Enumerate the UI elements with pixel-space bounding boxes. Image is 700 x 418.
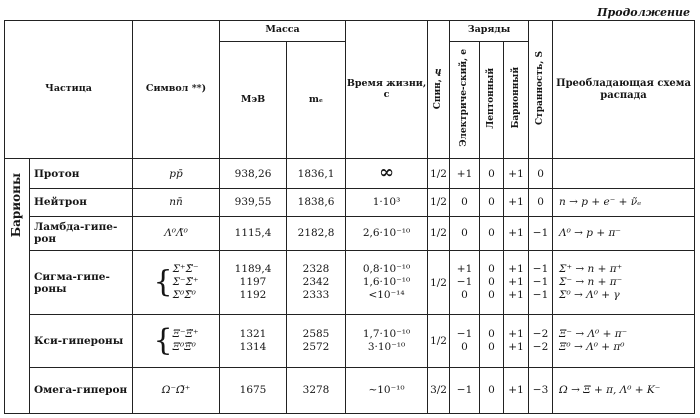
header-spin: Спин, ℏ (428, 21, 450, 159)
particle-symbol: { Ξ⁻Ξ̃⁺ Ξ⁰Ξ̃⁰ (133, 315, 220, 368)
mass-me: 3278 (287, 368, 346, 414)
particle-symbol: Ω⁻Ω̃⁺ (133, 368, 220, 414)
table-row (5, 159, 695, 189)
particles-table (4, 20, 695, 414)
baryon-charge: +1 +1 (504, 315, 529, 368)
decay-scheme (553, 159, 695, 189)
particle-symbol: Λ⁰Λ̃⁰ (133, 216, 220, 250)
table-row (5, 189, 695, 217)
header-baryon: Барионный (504, 41, 529, 159)
mass-mev: 1189,4 1197 1192 (220, 251, 287, 315)
lepton-charge: 0 0 0 (480, 251, 504, 315)
spin: 3/2 (428, 368, 450, 414)
mass-me: 1838,6 (287, 189, 346, 217)
particle-name: Ламбда-гипе-рон (30, 216, 133, 250)
mass-mev: 1675 (220, 368, 287, 414)
lifetime: 1·10³ (346, 189, 428, 217)
baryon-charge: +1 (504, 216, 529, 250)
electric-charge: +1 −1 0 (450, 251, 480, 315)
particle-name: Протон (30, 159, 133, 189)
spin: 1/2 (428, 251, 450, 315)
particle-name: Кси-гипероны (30, 315, 133, 368)
header-electric: Электриче-ский, e (450, 41, 480, 159)
particle-symbol: nn̄ (133, 189, 220, 217)
lepton-charge: 0 0 (480, 315, 504, 368)
table-row (5, 368, 695, 414)
lepton-charge: 0 (480, 159, 504, 189)
strangeness: 0 (529, 159, 553, 189)
particle-symbol: pp̄ (133, 159, 220, 189)
mass-me: 1836,1 (287, 159, 346, 189)
mass-mev: 939,55 (220, 189, 287, 217)
mass-mev: 1115,4 (220, 216, 287, 250)
mass-mev: 1321 1314 (220, 315, 287, 368)
mass-me: 2182,8 (287, 216, 346, 250)
particle-name: Сигма-гипе-роны (30, 251, 133, 315)
particle-symbol: { Σ⁺Σ̃⁻ Σ⁻Σ̃⁺ Σ⁰Σ̃⁰ (133, 251, 220, 315)
header-lifetime: Время жизни, с (346, 21, 428, 159)
decay-scheme: Σ⁺ → n + π⁺ Σ⁻ → n + π⁻ Σ⁰ → Λ⁰ + γ (553, 251, 695, 315)
lepton-charge: 0 (480, 368, 504, 414)
strangeness: −1 −1 −1 (529, 251, 553, 315)
header-lepton: Лептонный (480, 41, 504, 159)
header-strangeness: Странность, S (529, 21, 553, 159)
lepton-charge: 0 (480, 216, 504, 250)
electric-charge: 0 (450, 189, 480, 217)
continuation-label: Продолжение (597, 6, 690, 19)
header-charges: Заряды (450, 21, 529, 42)
strangeness: −3 (529, 368, 553, 414)
spin: 1/2 (428, 189, 450, 217)
header-mass-me: mₑ (287, 41, 346, 159)
baryon-charge: +1 (504, 368, 529, 414)
electric-charge: −1 (450, 368, 480, 414)
decay-scheme: Λ⁰ → p + π⁻ (553, 216, 695, 250)
lifetime: ∞ (346, 159, 428, 189)
strangeness: −1 (529, 216, 553, 250)
lepton-charge: 0 (480, 189, 504, 217)
header-decay: Преобладающая схема распада (553, 21, 695, 159)
spin: 1/2 (428, 315, 450, 368)
category-cell: Барионы (5, 159, 30, 414)
mass-mev: 938,26 (220, 159, 287, 189)
decay-scheme: Ξ⁻ → Λ⁰ + π⁻ Ξ⁰ → Λ⁰ + π⁰ (553, 315, 695, 368)
strangeness: −2 −2 (529, 315, 553, 368)
lifetime: 0,8·10⁻¹⁰ 1,6·10⁻¹⁰ <10⁻¹⁴ (346, 251, 428, 315)
strangeness: 0 (529, 189, 553, 217)
particle-name: Нейтрон (30, 189, 133, 217)
lifetime: 2,6·10⁻¹⁰ (346, 216, 428, 250)
lifetime: 1,7·10⁻¹⁰ 3·10⁻¹⁰ (346, 315, 428, 368)
header-particle: Частица (5, 21, 133, 159)
baryon-charge: +1 +1 +1 (504, 251, 529, 315)
header-mass-mev: МэВ (220, 41, 287, 159)
header-mass: Масса (220, 21, 346, 42)
header-symbol: Символ **) (133, 21, 220, 159)
table-row (5, 251, 695, 315)
spin: 1/2 (428, 216, 450, 250)
baryon-charge: +1 (504, 159, 529, 189)
decay-scheme: Ω → Ξ + π, Λ⁰ + K⁻ (553, 368, 695, 414)
spin: 1/2 (428, 159, 450, 189)
baryon-charge: +1 (504, 189, 529, 217)
table-row (5, 216, 695, 250)
table-row (5, 315, 695, 368)
particle-name: Омега-гиперон (30, 368, 133, 414)
decay-scheme: n → p + e⁻ + ν̃ₑ (553, 189, 695, 217)
lifetime: ∼10⁻¹⁰ (346, 368, 428, 414)
electric-charge: −1 0 (450, 315, 480, 368)
mass-me: 2585 2572 (287, 315, 346, 368)
mass-me: 2328 2342 2333 (287, 251, 346, 315)
electric-charge: 0 (450, 216, 480, 250)
electric-charge: +1 (450, 159, 480, 189)
